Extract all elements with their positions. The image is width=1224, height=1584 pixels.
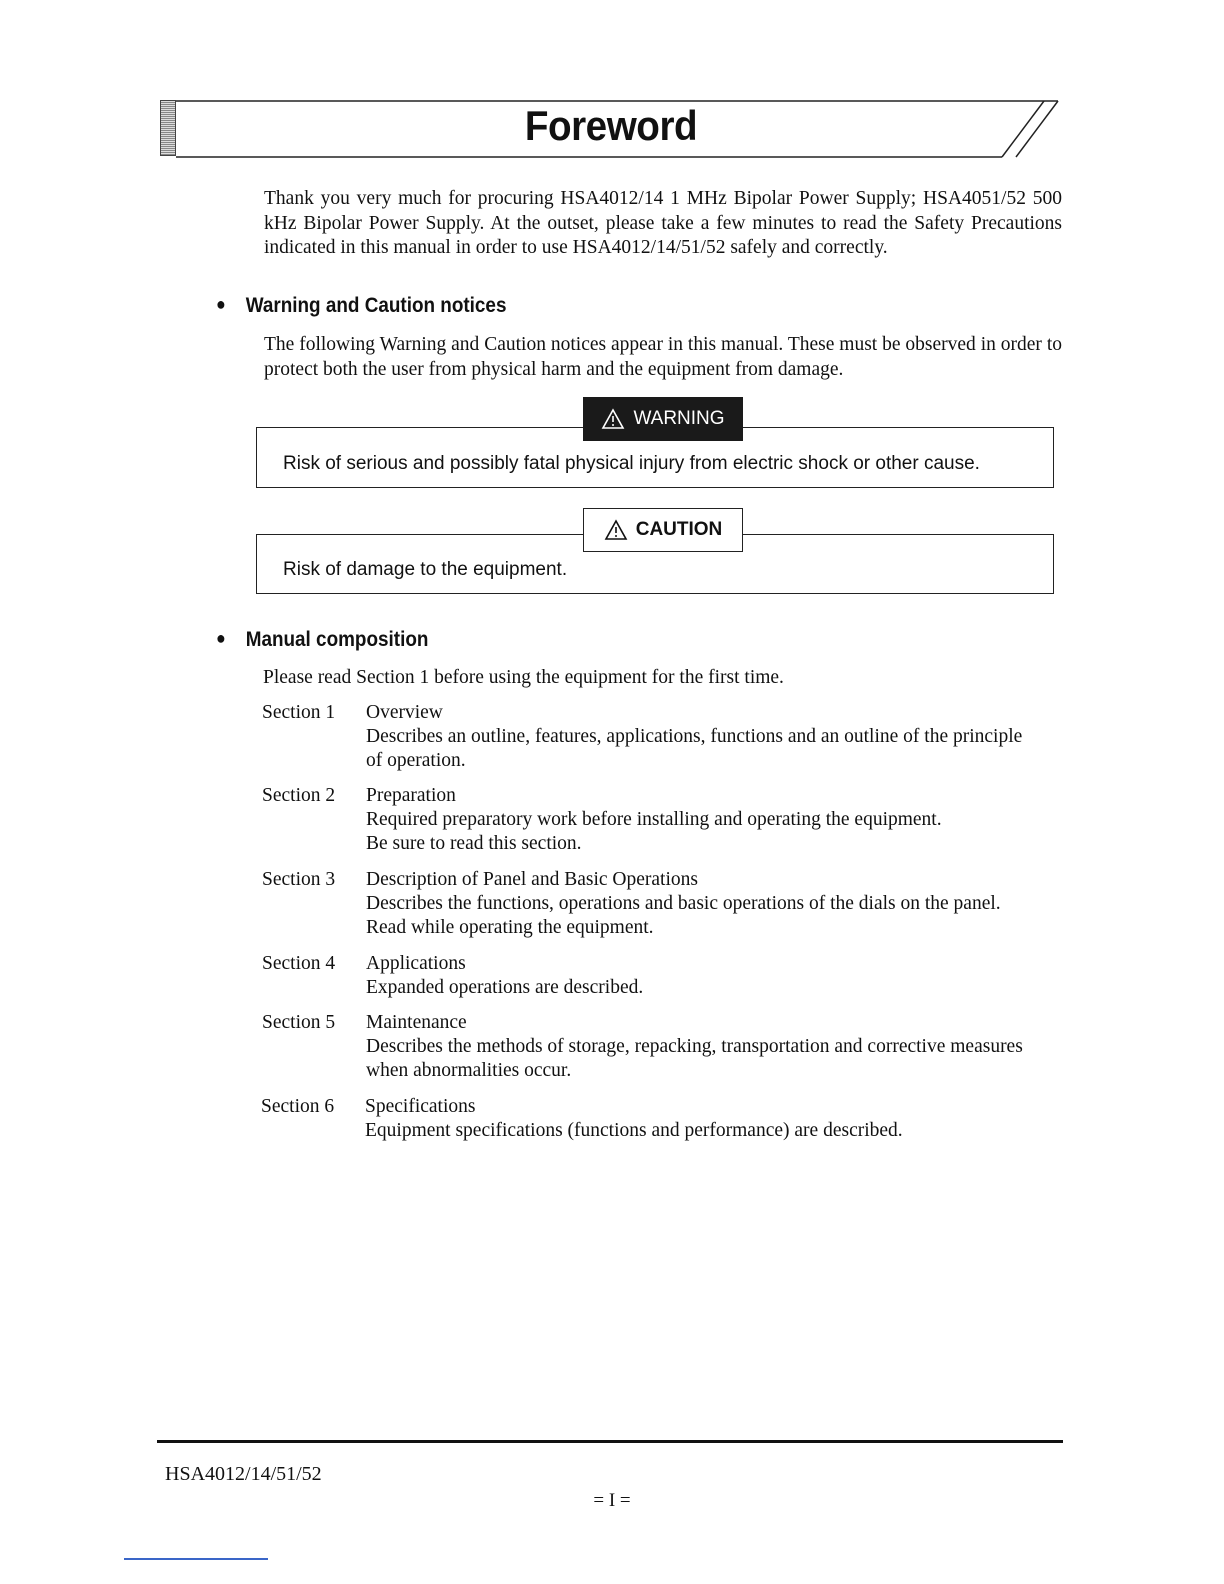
section-title: Preparation [366, 785, 456, 806]
warning-text: Risk of serious and possibly fatal physical injury from electric shock or other cause. [283, 453, 980, 474]
bullet-icon: ● [216, 628, 226, 648]
caution-label-text: CAUTION [635, 519, 723, 540]
section-body [366, 784, 1062, 857]
section-line: Be sure to read this section. [366, 833, 582, 855]
footer-rule [157, 1440, 1063, 1443]
section-body [365, 1095, 1061, 1143]
section-label: Section 1 [262, 702, 336, 723]
page-title: Foreword [524, 102, 698, 149]
section-body [366, 952, 1062, 1000]
warning-triangle-icon [601, 408, 625, 430]
section-title: Applications [366, 953, 466, 974]
section-title: Specifications [365, 1096, 476, 1117]
section-line: Required preparatory work before installing and operating the equipment. [366, 809, 942, 831]
section-line: of operation. [366, 750, 466, 772]
notices-paragraph: The following Warning and Caution notices appear in this manual. These must be observed in order to protect both the user from physical harm and the equipment from damage. [264, 334, 1062, 380]
section-body [366, 868, 1062, 941]
section-line: Describes the methods of storage, repacking, transportation and corrective measures [366, 1036, 1023, 1058]
section-line: Describes the functions, operations and basic operations of the dials on the panel. [366, 893, 1001, 915]
section-line: Read while operating the equipment. [366, 917, 654, 939]
warning-label [583, 397, 743, 441]
section-line: Equipment specifications (functions and performance) are described. [365, 1120, 903, 1142]
section-label: Section 4 [262, 953, 336, 974]
section-line: Expanded operations are described. [366, 977, 644, 999]
caution-text: Risk of damage to the equipment. [283, 559, 568, 580]
section-label: Section 3 [262, 869, 336, 890]
page-number: = I = [593, 1490, 631, 1511]
notices-heading [216, 294, 506, 318]
section-label: Section 6 [261, 1096, 335, 1117]
section-label: Section 2 [262, 785, 336, 806]
section-body [366, 1011, 1062, 1084]
notices-heading-text: Warning and Caution notices [245, 294, 507, 317]
composition-heading [216, 628, 428, 652]
title-bar [160, 98, 1062, 162]
section-title: Overview [366, 702, 443, 723]
section-body [366, 701, 1062, 774]
section-label: Section 5 [262, 1012, 336, 1033]
caution-triangle-icon [604, 519, 628, 541]
bullet-icon: ● [216, 294, 226, 314]
footer-model: HSA4012/14/51/52 [165, 1463, 322, 1485]
intro-paragraph: Thank you very much for procuring HSA4012/14 1 MHz Bipolar Power Supply; HSA4051/52 500 kHz Bipolar Power Supply. At the outset, please take a few minutes to read the Safety Precautions indicated in this manual in order to use HSA4012/14/51/52 safely and correctly. [264, 188, 1062, 258]
section-line: Describes an outline, features, applications, functions and an outline of the principle [366, 726, 1023, 748]
section-title: Description of Panel and Basic Operations [366, 869, 698, 890]
scan-artifact-line [124, 1558, 268, 1560]
caution-label [583, 508, 743, 552]
section-title: Maintenance [366, 1012, 467, 1033]
composition-heading-text: Manual composition [245, 628, 429, 651]
warning-label-text: WARNING [633, 408, 725, 429]
section-line: when abnormalities occur. [366, 1060, 572, 1082]
composition-intro: Please read Section 1 before using the equipment for the first time. [263, 667, 784, 688]
